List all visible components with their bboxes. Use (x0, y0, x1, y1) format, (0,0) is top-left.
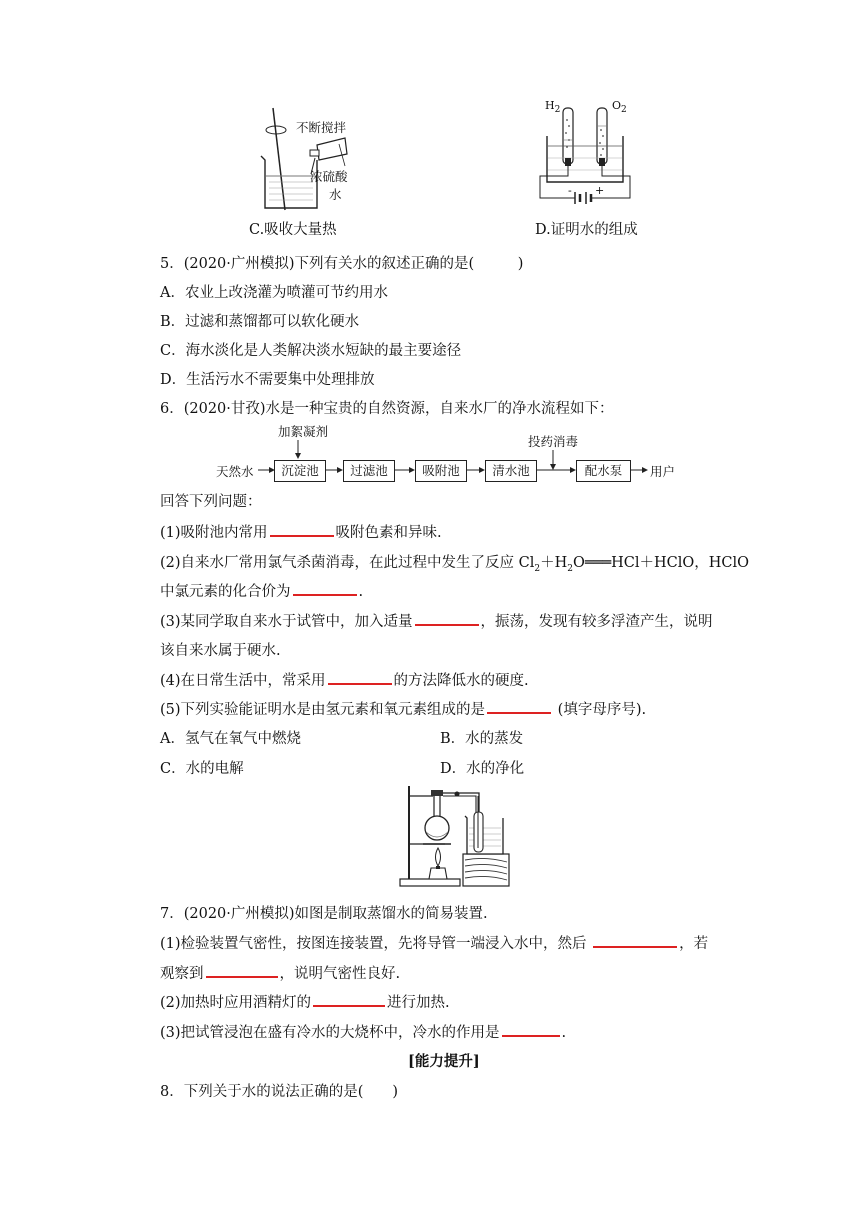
q6-part1: (1)吸附池内常用 吸附色素和异味. (160, 521, 442, 542)
q7-part3: (3)把试管浸泡在盛有冷水的大烧杯中，冷水的作用是 . (160, 1021, 566, 1042)
q6-option-b: B．水的蒸发 (440, 731, 524, 747)
figure-c-stir-label: 不断搅拌 (296, 120, 347, 135)
answer-blank[interactable] (293, 580, 357, 596)
flow-end: 用户 (650, 464, 676, 479)
section-heading: [能力提升] (408, 1053, 480, 1070)
q5-option-d: D．生活污水不需要集中处理排放 (160, 372, 375, 388)
q6-part2-line2: 中氯元素的化合价为 . (160, 580, 363, 601)
figure-c-acid-label: 浓硫酸 (310, 169, 348, 184)
q7-part1-line2: 观察到 ，说明气密性良好. (160, 962, 400, 983)
q7-part1-line1: (1)检验装置气密性，按图连接装置，先将导管一端浸入水中，然后 ，若 (160, 932, 708, 953)
q7-stem: 7．(2020·广州模拟)如图是制取蒸馏水的简易装置. (160, 906, 488, 922)
figure-c-water-label: 水 (329, 187, 342, 202)
answer-blank[interactable] (502, 1021, 560, 1037)
answer-blank[interactable] (487, 698, 551, 714)
q5-option-a: A．农业上改浇灌为喷灌可节约用水 (160, 285, 388, 301)
flow-start: 天然水 (216, 464, 254, 479)
flow-add-coagulant: 加絮凝剂 (278, 424, 329, 439)
figure-c-caption: C.吸收大量热 (249, 222, 337, 238)
answer-blank[interactable] (415, 610, 479, 626)
answer-blank[interactable] (313, 991, 385, 1007)
q6-part3-line1: (3)某同学取自来水于试管中，加入适量 ，振荡，发现有较多浮渣产生，说明 (160, 610, 713, 631)
q5-stem: 5．(2020·广州模拟)下列有关水的叙述正确的是( ) (160, 256, 524, 272)
q6-part4: (4)在日常生活中，常采用 的方法降低水的硬度. (160, 669, 529, 690)
q6-option-a: A．氢气在氧气中燃烧 (160, 731, 301, 747)
q6-part2-line1: (2)自来水厂常用氯气杀菌消毒，在此过程中发生了反应 $Cl_2+H_2O═══HCl+HClO$，HClO (160, 555, 749, 574)
flow-box-clear-water: 清水池 (485, 460, 537, 482)
answer-blank[interactable] (270, 521, 334, 537)
answer-blank[interactable] (328, 669, 392, 685)
flow-box-filtration: 过滤池 (343, 460, 395, 482)
flow-box-sedimentation: 沉淀池 (274, 460, 326, 482)
q6-flowchart (210, 418, 690, 480)
q6-option-d: D．水的净化 (440, 761, 525, 777)
q8-stem: 8．下列关于水的说法正确的是( ) (160, 1084, 399, 1100)
q6-prompt: 回答下列问题： (160, 494, 262, 510)
figure-d-caption: D.证明水的组成 (535, 222, 638, 238)
figure-d-h2-label: $H_2$ (545, 99, 561, 116)
q6-stem: 6．(2020·甘孜)水是一种宝贵的自然资源，自来水厂的净水流程如下： (160, 401, 614, 417)
figure-d-diagram (535, 100, 645, 212)
q6-part5: (5)下列实验能证明水是由氢元素和氧元素组成的是 (填字母序号). (160, 698, 646, 719)
answer-blank[interactable] (206, 962, 278, 978)
q5-option-c: C．海水淡化是人类解决淡水短缺的最主要途径 (160, 343, 462, 359)
figure-d-o2-label: $O_2$ (612, 99, 627, 116)
flow-add-disinfectant: 投药消毒 (528, 434, 579, 449)
answer-blank[interactable] (593, 932, 677, 948)
distillation-apparatus-diagram (395, 782, 515, 894)
flow-box-pump: 配水泵 (576, 460, 631, 482)
q7-part2: (2)加热时应用酒精灯的 进行加热. (160, 991, 450, 1012)
q5-option-b: B．过滤和蒸馏都可以软化硬水 (160, 314, 360, 330)
q6-part3-line2: 该自来水属于硬水. (160, 643, 281, 659)
q6-option-c: C．水的电解 (160, 761, 244, 777)
flow-box-adsorption: 吸附池 (415, 460, 467, 482)
figure-d-plus-label: + (595, 184, 605, 197)
figure-d-minus-label: - (568, 184, 572, 197)
